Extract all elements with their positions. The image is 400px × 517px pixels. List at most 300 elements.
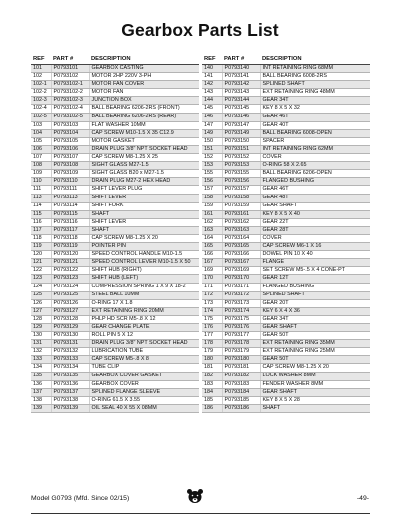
description-cell: GEAR 28T bbox=[260, 226, 370, 234]
table-row bbox=[31, 340, 199, 348]
description-cell: GEAR 46T bbox=[260, 186, 370, 194]
ref-cell: 102-1 bbox=[31, 81, 51, 89]
ref-cell: 138 bbox=[31, 396, 51, 404]
part-number-cell: P0793181 bbox=[222, 364, 260, 372]
description-cell: SPLINED FLANGE SLEEVE bbox=[89, 388, 199, 396]
description-cell: SPACER bbox=[260, 137, 370, 145]
part-number-cell: P0793120 bbox=[51, 251, 89, 259]
description-cell: SHIFT FORK bbox=[89, 202, 199, 210]
part-number-cell: P0793119 bbox=[51, 243, 89, 251]
description-cell: SIGHT GLASS M27-1.5 bbox=[89, 162, 199, 170]
part-number-cell: P0793102-3 bbox=[51, 97, 89, 105]
table-row bbox=[31, 275, 199, 283]
part-number-cell: P0793138 bbox=[51, 396, 89, 404]
ref-cell: 102-5 bbox=[31, 113, 51, 121]
table-row bbox=[31, 121, 199, 129]
part-number-header: PART # bbox=[51, 56, 89, 65]
ref-cell: 180 bbox=[202, 356, 222, 364]
description-cell: BALL BEARING 6206-2RS (FRONT) bbox=[89, 105, 199, 113]
table-row bbox=[31, 145, 199, 153]
table-row bbox=[31, 81, 199, 89]
ref-cell: 135 bbox=[31, 372, 51, 380]
part-number-cell: P0793150 bbox=[222, 137, 260, 145]
part-number-header: PART # bbox=[222, 56, 260, 65]
description-cell: CAP SCREW M6-1 X 16 bbox=[260, 243, 370, 251]
ref-cell: 125 bbox=[31, 291, 51, 299]
table-row bbox=[202, 226, 370, 234]
part-number-cell: P0793185 bbox=[222, 396, 260, 404]
description-cell: JUNCTION BOX bbox=[89, 97, 199, 105]
part-number-cell: P0793170 bbox=[222, 275, 260, 283]
ref-cell: 165 bbox=[202, 243, 222, 251]
table-row bbox=[31, 105, 199, 113]
description-cell: COVER bbox=[260, 234, 370, 242]
table-row bbox=[202, 162, 370, 170]
ref-cell: 158 bbox=[202, 194, 222, 202]
description-cell: SPEED CONTROL LEVER M10-1.5 X 50 bbox=[89, 259, 199, 267]
description-cell: GEAR 50T bbox=[260, 332, 370, 340]
ref-cell: 181 bbox=[202, 364, 222, 372]
description-cell: SHIFT LEVER PLUG bbox=[89, 186, 199, 194]
part-number-cell: P0793157 bbox=[222, 186, 260, 194]
description-cell: COVER bbox=[260, 154, 370, 162]
part-number-cell: P0793174 bbox=[222, 307, 260, 315]
description-cell: KEY 8 X 5 X 32 bbox=[260, 105, 370, 113]
ref-cell: 119 bbox=[31, 243, 51, 251]
ref-cell: 129 bbox=[31, 324, 51, 332]
ref-cell: 176 bbox=[202, 324, 222, 332]
ref-cell: 130 bbox=[31, 332, 51, 340]
part-number-cell: P0793147 bbox=[222, 121, 260, 129]
part-number-cell: P0793142 bbox=[222, 81, 260, 89]
part-number-cell: P0793111 bbox=[51, 186, 89, 194]
table-row bbox=[202, 113, 370, 121]
description-cell: GEAR 34T bbox=[260, 97, 370, 105]
description-cell: SIGHT GLASS B20 x M27-1.5 bbox=[89, 170, 199, 178]
part-number-cell: P0793126 bbox=[51, 299, 89, 307]
table-row bbox=[202, 404, 370, 412]
ref-cell: 146 bbox=[202, 113, 222, 121]
footer-divider bbox=[31, 513, 370, 514]
table-row bbox=[202, 105, 370, 113]
table-row bbox=[202, 121, 370, 129]
part-number-cell: P0793140 bbox=[222, 65, 260, 73]
part-number-cell: P0793176 bbox=[222, 324, 260, 332]
part-number-cell: P0793151 bbox=[222, 145, 260, 153]
ref-cell: 155 bbox=[202, 170, 222, 178]
ref-cell: 182 bbox=[202, 372, 222, 380]
description-cell: GEAR 20T bbox=[260, 299, 370, 307]
table-row bbox=[31, 291, 199, 299]
ref-cell: 149 bbox=[202, 129, 222, 137]
description-cell: EXT RETAINING RING 25MM bbox=[260, 348, 370, 356]
ref-cell: 118 bbox=[31, 234, 51, 242]
table-row bbox=[202, 267, 370, 275]
ref-cell: 131 bbox=[31, 340, 51, 348]
table-row bbox=[202, 380, 370, 388]
description-cell: SHIFT HUB (LEFT) bbox=[89, 275, 199, 283]
part-number-cell: P0793175 bbox=[222, 315, 260, 323]
part-number-cell: P0793121 bbox=[51, 259, 89, 267]
ref-header: REF bbox=[31, 56, 51, 65]
table-row bbox=[202, 315, 370, 323]
part-number-cell: P0793130 bbox=[51, 332, 89, 340]
table-row bbox=[31, 380, 199, 388]
ref-cell: 139 bbox=[31, 404, 51, 412]
part-number-cell: P0793182 bbox=[222, 372, 260, 380]
part-number-cell: P0793183 bbox=[222, 380, 260, 388]
table-row bbox=[31, 324, 199, 332]
ref-cell: 133 bbox=[31, 356, 51, 364]
description-cell: GEAR 34T bbox=[260, 315, 370, 323]
ref-cell: 128 bbox=[31, 315, 51, 323]
description-cell: FENDER WASHER 8MM bbox=[260, 380, 370, 388]
ref-cell: 107 bbox=[31, 154, 51, 162]
table-row bbox=[31, 243, 199, 251]
ref-header: REF bbox=[202, 56, 222, 65]
part-number-cell: P0793125 bbox=[51, 291, 89, 299]
description-cell: SHIFT LEVER bbox=[89, 218, 199, 226]
part-number-cell: P0793153 bbox=[222, 162, 260, 170]
part-number-cell: P0793102-4 bbox=[51, 105, 89, 113]
table-row bbox=[31, 364, 199, 372]
part-number-cell: P0793115 bbox=[51, 210, 89, 218]
part-number-cell: P0793179 bbox=[222, 348, 260, 356]
description-cell: GEAR 46T bbox=[260, 113, 370, 121]
description-cell: DRAIN PLUG M27-2 HEX HEAD bbox=[89, 178, 199, 186]
description-cell: DRAIN PLUG 3/8" NPT SOCKET HEAD bbox=[89, 145, 199, 153]
ref-cell: 162 bbox=[202, 218, 222, 226]
table-row bbox=[31, 113, 199, 121]
part-number-cell: P0793107 bbox=[51, 154, 89, 162]
description-cell: EXT RETAINING RING 35MM bbox=[260, 340, 370, 348]
table-row bbox=[31, 162, 199, 170]
table-row bbox=[202, 97, 370, 105]
table-row bbox=[31, 218, 199, 226]
ref-cell: 101 bbox=[31, 65, 51, 73]
description-cell: GEAR SHAFT bbox=[260, 324, 370, 332]
table-row bbox=[202, 73, 370, 81]
ref-cell: 127 bbox=[31, 307, 51, 315]
description-cell: SHIFT LEVER bbox=[89, 194, 199, 202]
table-row bbox=[202, 388, 370, 396]
description-cell: GEAR SHAFT bbox=[260, 388, 370, 396]
table-row bbox=[202, 202, 370, 210]
ref-cell: 132 bbox=[31, 348, 51, 356]
ref-cell: 152 bbox=[202, 154, 222, 162]
table-row bbox=[31, 226, 199, 234]
ref-cell: 117 bbox=[31, 226, 51, 234]
part-number-cell: P0793162 bbox=[222, 218, 260, 226]
parts-table-left bbox=[31, 56, 199, 413]
description-cell: CAP SCREW M8-1.25 X 20 bbox=[89, 234, 199, 242]
table-row bbox=[31, 283, 199, 291]
part-number-cell: P0793163 bbox=[222, 226, 260, 234]
part-number-cell: P0793144 bbox=[222, 97, 260, 105]
part-number-cell: P0793129 bbox=[51, 324, 89, 332]
part-number-cell: P0793127 bbox=[51, 307, 89, 315]
description-cell: MOTOR 2HP 220V 3-PH bbox=[89, 73, 199, 81]
description-cell: GEAR 22T bbox=[260, 218, 370, 226]
table-row bbox=[31, 315, 199, 323]
description-cell: INT RETAINING RING 62MM bbox=[260, 145, 370, 153]
part-number-cell: P0793102-5 bbox=[51, 113, 89, 121]
description-header: DESCRIPTION bbox=[89, 56, 199, 65]
ref-cell: 144 bbox=[202, 97, 222, 105]
part-number-cell: P0793106 bbox=[51, 145, 89, 153]
description-cell: SHAFT bbox=[89, 226, 199, 234]
ref-cell: 161 bbox=[202, 210, 222, 218]
part-number-cell: P0793132 bbox=[51, 348, 89, 356]
ref-cell: 113 bbox=[31, 194, 51, 202]
model-footer-text: Model G0793 (Mfd. Since 02/15) bbox=[31, 495, 130, 502]
table-row bbox=[202, 372, 370, 380]
part-number-cell: P0793186 bbox=[222, 404, 260, 412]
description-cell: PHLP HD SCR M5-.8 X 12 bbox=[89, 315, 199, 323]
ref-cell: 126 bbox=[31, 299, 51, 307]
description-cell: ROLL PIN 5 X 12 bbox=[89, 332, 199, 340]
table-row bbox=[31, 356, 199, 364]
ref-cell: 111 bbox=[31, 186, 51, 194]
table-row bbox=[202, 364, 370, 372]
part-number-cell: P0793122 bbox=[51, 267, 89, 275]
description-cell: FLANGED BUSHING bbox=[260, 283, 370, 291]
ref-cell: 105 bbox=[31, 137, 51, 145]
table-row bbox=[31, 137, 199, 145]
ref-cell: 175 bbox=[202, 315, 222, 323]
ref-cell: 150 bbox=[202, 137, 222, 145]
ref-cell: 183 bbox=[202, 380, 222, 388]
part-number-cell: P0793114 bbox=[51, 202, 89, 210]
page-number: -49- bbox=[356, 495, 369, 502]
description-cell: DOWEL PIN 10 X 40 bbox=[260, 251, 370, 259]
table-row bbox=[202, 154, 370, 162]
ref-cell: 157 bbox=[202, 186, 222, 194]
table-row bbox=[31, 388, 199, 396]
part-number-cell: P0793178 bbox=[222, 340, 260, 348]
description-cell: INT RETAINING RING 68MM bbox=[260, 65, 370, 73]
part-number-cell: P0793180 bbox=[222, 356, 260, 364]
part-number-cell: P0793109 bbox=[51, 170, 89, 178]
ref-cell: 136 bbox=[31, 380, 51, 388]
table-row bbox=[31, 178, 199, 186]
description-cell: SPLINED SHAFT bbox=[260, 291, 370, 299]
part-number-cell: P0793103 bbox=[51, 121, 89, 129]
table-row bbox=[31, 267, 199, 275]
table-row bbox=[202, 129, 370, 137]
ref-cell: 186 bbox=[202, 404, 222, 412]
table-row bbox=[202, 178, 370, 186]
description-cell: EXT RETAINING RING 48MM bbox=[260, 89, 370, 97]
ref-cell: 178 bbox=[202, 340, 222, 348]
table-row bbox=[31, 154, 199, 162]
ref-cell: 121 bbox=[31, 259, 51, 267]
ref-cell: 106 bbox=[31, 145, 51, 153]
ref-cell: 110 bbox=[31, 178, 51, 186]
part-number-cell: P0793146 bbox=[222, 113, 260, 121]
table-row bbox=[202, 170, 370, 178]
part-number-cell: P0793117 bbox=[51, 226, 89, 234]
description-cell: GEAR CHANGE PLATE bbox=[89, 324, 199, 332]
table-row bbox=[31, 251, 199, 259]
ref-cell: 159 bbox=[202, 202, 222, 210]
part-number-cell: P0793149 bbox=[222, 129, 260, 137]
table-row bbox=[202, 340, 370, 348]
ref-cell: 185 bbox=[202, 396, 222, 404]
ref-cell: 103 bbox=[31, 121, 51, 129]
description-cell: GEAR 12T bbox=[260, 275, 370, 283]
ref-cell: 184 bbox=[202, 388, 222, 396]
ref-cell: 114 bbox=[31, 202, 51, 210]
table-row bbox=[202, 283, 370, 291]
table-row bbox=[31, 186, 199, 194]
description-cell: LUBRICATION TUBE bbox=[89, 348, 199, 356]
part-number-cell: P0793171 bbox=[222, 283, 260, 291]
ref-cell: 108 bbox=[31, 162, 51, 170]
description-cell: O-RING 17 X 1.8 bbox=[89, 299, 199, 307]
description-cell: MOTOR FAN bbox=[89, 89, 199, 97]
table-row bbox=[202, 89, 370, 97]
part-number-cell: P0793136 bbox=[51, 380, 89, 388]
part-number-cell: P0793133 bbox=[51, 356, 89, 364]
ref-cell: 124 bbox=[31, 283, 51, 291]
part-number-cell: P0793139 bbox=[51, 404, 89, 412]
table-row bbox=[202, 324, 370, 332]
description-cell: POINTER PIN bbox=[89, 243, 199, 251]
table-row bbox=[31, 332, 199, 340]
ref-cell: 169 bbox=[202, 267, 222, 275]
part-number-cell: P0793156 bbox=[222, 178, 260, 186]
ref-cell: 120 bbox=[31, 251, 51, 259]
table-row bbox=[202, 251, 370, 259]
table-row bbox=[31, 65, 199, 73]
part-number-cell: P0793104 bbox=[51, 129, 89, 137]
table-row bbox=[202, 259, 370, 267]
part-number-cell: P0793137 bbox=[51, 388, 89, 396]
description-cell: GEARBOX CASTING bbox=[89, 65, 199, 73]
description-cell: SHIFT HUB (RIGHT) bbox=[89, 267, 199, 275]
part-number-cell: P0793167 bbox=[222, 259, 260, 267]
description-cell: GEAR 50T bbox=[260, 356, 370, 364]
ref-cell: 173 bbox=[202, 299, 222, 307]
table-row bbox=[202, 243, 370, 251]
description-cell: MOTOR GASKET bbox=[89, 137, 199, 145]
description-cell: BALL BEARING 6206-2RS (REAR) bbox=[89, 113, 199, 121]
part-number-cell: P0793118 bbox=[51, 234, 89, 242]
table-row bbox=[202, 307, 370, 315]
part-number-cell: P0793123 bbox=[51, 275, 89, 283]
description-cell: COMPRESSION SPRING 1 X 9 X 18-2 bbox=[89, 283, 199, 291]
description-cell: EXT RETAINING RING 20MM bbox=[89, 307, 199, 315]
description-cell: GEARBOX COVER bbox=[89, 380, 199, 388]
description-cell: O-RING 58 X 2.65 bbox=[260, 162, 370, 170]
description-cell: BALL BEARING 6206-OPEN bbox=[260, 170, 370, 178]
table-row bbox=[31, 372, 199, 380]
ref-cell: 153 bbox=[202, 162, 222, 170]
table-row bbox=[202, 396, 370, 404]
table-row bbox=[31, 396, 199, 404]
part-number-cell: P0793166 bbox=[222, 251, 260, 259]
table-row bbox=[31, 97, 199, 105]
part-number-cell: P0793152 bbox=[222, 154, 260, 162]
description-cell: SPEED CONTROL HANDLE M10-1.5 bbox=[89, 251, 199, 259]
table-row bbox=[202, 332, 370, 340]
table-row bbox=[31, 307, 199, 315]
part-number-cell: P0793177 bbox=[222, 332, 260, 340]
table-row bbox=[202, 299, 370, 307]
ref-cell: 145 bbox=[202, 105, 222, 113]
part-number-cell: P0793145 bbox=[222, 105, 260, 113]
ref-cell: 137 bbox=[31, 388, 51, 396]
description-cell: SPLINED SHAFT bbox=[260, 81, 370, 89]
ref-cell: 156 bbox=[202, 178, 222, 186]
table-row bbox=[31, 73, 199, 81]
table-row bbox=[31, 194, 199, 202]
part-number-cell: P0793184 bbox=[222, 388, 260, 396]
table-row bbox=[202, 65, 370, 73]
part-number-cell: P0793141 bbox=[222, 73, 260, 81]
part-number-cell: P0793131 bbox=[51, 340, 89, 348]
table-row bbox=[31, 202, 199, 210]
description-cell: CAP SCREW M8-1.25 X 20 bbox=[260, 364, 370, 372]
table-row bbox=[202, 348, 370, 356]
ref-cell: 134 bbox=[31, 364, 51, 372]
ref-cell: 102 bbox=[31, 73, 51, 81]
description-cell: FLAT WASHER 10MM bbox=[89, 121, 199, 129]
ref-cell: 163 bbox=[202, 226, 222, 234]
part-number-cell: P0793155 bbox=[222, 170, 260, 178]
table-row bbox=[31, 259, 199, 267]
description-cell: GEAR 48T bbox=[260, 194, 370, 202]
description-cell: CAP SCREW M5-.8 X 8 bbox=[89, 356, 199, 364]
part-number-cell: P0793135 bbox=[51, 372, 89, 380]
description-cell: GEAR 40T bbox=[260, 121, 370, 129]
table-row bbox=[202, 145, 370, 153]
ref-cell: 104 bbox=[31, 129, 51, 137]
table-row bbox=[202, 210, 370, 218]
ref-cell: 174 bbox=[202, 307, 222, 315]
part-number-cell: P0793173 bbox=[222, 299, 260, 307]
table-row bbox=[31, 234, 199, 242]
ref-cell: 151 bbox=[202, 145, 222, 153]
description-header: DESCRIPTION bbox=[260, 56, 370, 65]
description-cell: OIL SEAL 40 X 55 X 08MM bbox=[89, 404, 199, 412]
description-cell: KEY 6 X 4 X 36 bbox=[260, 307, 370, 315]
description-cell: TUBE CLIP bbox=[89, 364, 199, 372]
table-row bbox=[202, 218, 370, 226]
part-number-cell: P0793169 bbox=[222, 267, 260, 275]
description-cell: SET SCREW M5-.5 X 4 CONE-PT bbox=[260, 267, 370, 275]
description-cell: FLANGE bbox=[260, 259, 370, 267]
part-number-cell: P0793102 bbox=[51, 73, 89, 81]
part-number-cell: P0793102-2 bbox=[51, 89, 89, 97]
ref-cell: 116 bbox=[31, 218, 51, 226]
ref-cell: 167 bbox=[202, 259, 222, 267]
part-number-cell: P0793101 bbox=[51, 65, 89, 73]
part-number-cell: P0793124 bbox=[51, 283, 89, 291]
description-cell: KEY 8 X 5 X 28 bbox=[260, 396, 370, 404]
ref-cell: 166 bbox=[202, 251, 222, 259]
part-number-cell: P0793128 bbox=[51, 315, 89, 323]
description-cell: KEY 8 X 5 X 40 bbox=[260, 210, 370, 218]
part-number-cell: P0793165 bbox=[222, 243, 260, 251]
ref-cell: 140 bbox=[202, 65, 222, 73]
part-number-cell: P0793116 bbox=[51, 218, 89, 226]
part-number-cell: P0793134 bbox=[51, 364, 89, 372]
description-cell: STEEL BALL 10MM bbox=[89, 291, 199, 299]
table-row bbox=[202, 137, 370, 145]
ref-cell: 177 bbox=[202, 332, 222, 340]
